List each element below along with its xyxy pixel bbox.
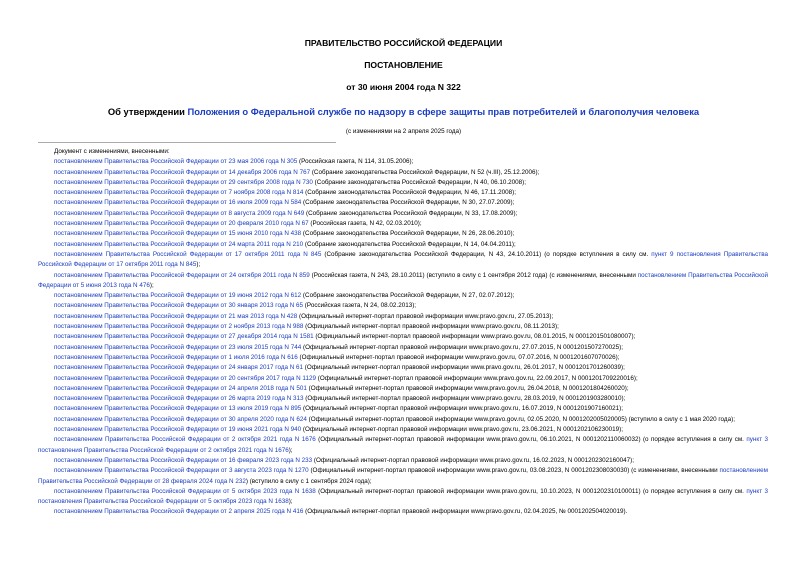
change-item <box>38 301 768 311</box>
change-item <box>38 209 768 219</box>
related-amendment-link[interactable]: пункт 3 постановления Правительства Российской Федерации от 2 октября 2021 года N 1676 <box>38 436 769 454</box>
change-item <box>38 157 768 167</box>
change-item <box>38 425 768 435</box>
amendment-link[interactable]: постановлением Правительства Российской Федерации от 3 августа 2023 года N 1270 <box>54 467 309 475</box>
change-item <box>38 178 768 188</box>
amendment-source: (Официальный интернет-портал правовой информации www.pravo.gov.ru, 23.06.2021, N 0001202106230019); <box>301 426 623 434</box>
change-item <box>38 168 768 178</box>
amendment-link[interactable]: постановлением Правительства Российской Федерации от 2 октября 2021 года N 1676 <box>54 436 316 444</box>
amendment-source: (Официальный интернет-портал правовой информации www.pravo.gov.ru, 16.07.2019, N 0001201907160021); <box>301 405 624 413</box>
change-item <box>38 404 768 414</box>
amendment-link[interactable]: постановлением Правительства Российской Федерации от 2 апреля 2025 года N 416 <box>54 508 304 516</box>
amendment-source: (Собрание законодательства Российской Федерации, N 43, 24.10.2011) (о порядке вступления в силу см. <box>321 250 652 258</box>
change-item <box>38 353 768 363</box>
amendment-source: (Официальный интернет-портал правовой информации www.pravo.gov.ru, 06.10.2021, N 0001202110060032) (о порядке вступления в силу см. <box>315 436 747 444</box>
amendment-source: (Официальный интернет-портал правовой информации www.pravo.gov.ru, 03.08.2023, N 0001202308030030) (с изменениями, внесенными <box>308 467 720 475</box>
related-amendment-link[interactable]: пункт 3 постановления Правительства Российской Федерации от 5 октября 2023 года N 1638 <box>38 487 769 506</box>
amendment-link[interactable]: постановлением Правительства Российской Федерации от 1 июля 2016 года N 616 <box>54 353 298 361</box>
change-item <box>38 343 768 353</box>
change-item <box>38 312 768 322</box>
amendment-source: (Официальный интернет-портал правовой информации www.pravo.gov.ru, 28.03.2019, N 0001201903280010); <box>303 395 626 403</box>
amendment-link[interactable]: постановлением Правительства Российской Федерации от 16 июля 2009 года N 584 <box>54 199 302 207</box>
amendment-link[interactable]: постановлением Правительства Российской Федерации от 7 ноября 2008 года N 814 <box>54 189 304 197</box>
amendment-source: (Официальный интернет-портал правовой информации www.pravo.gov.ru, 07.07.2016, N 0001201607070026); <box>297 353 620 361</box>
amendment-link[interactable]: постановлением Правительства Российской Федерации от 21 мая 2013 года N 428 <box>54 312 298 320</box>
amendment-link[interactable]: постановлением Правительства Российской Федерации от 24 апреля 2018 года N 501 <box>54 384 307 392</box>
amendment-link[interactable]: постановлением Правительства Российской Федерации от 24 октября 2011 года N 859 <box>54 271 310 279</box>
amendment-link[interactable]: постановлением Правительства Российской Федерации от 29 сентября 2008 года N 730 <box>54 178 313 186</box>
related-amendment-link[interactable]: постановлением Правительства Российской Федерации от 5 июня 2013 года N 476 <box>38 271 768 289</box>
amendment-note: ); <box>288 446 293 454</box>
title-prefix: Об утверждении <box>107 106 188 117</box>
title-link[interactable]: Положения о Федеральной службе по надзору в сфере защиты прав потребителей и благополучия человека <box>187 106 700 117</box>
change-item <box>38 271 768 292</box>
change-item <box>38 229 768 239</box>
change-item <box>38 394 768 404</box>
amendment-note: ); <box>196 261 201 269</box>
amendment-link[interactable]: постановлением Правительства Российской Федерации от 30 января 2013 года N 65 <box>54 302 304 310</box>
amendment-link[interactable]: постановлением Правительства Российской Федерации от 13 июля 2019 года N 895 <box>54 405 302 413</box>
amendment-source: (Официальный интернет-портал правовой информации www.pravo.gov.ru, 08.11.2013); <box>303 323 559 331</box>
document-date-number: от 30 июня 2004 года N 322 <box>346 82 461 92</box>
revision-note: (с изменениями на 2 апреля 2025 года) <box>345 128 462 135</box>
amendment-source: (Собрание законодательства Российской Федерации, N 30, 27.07.2009); <box>301 199 515 207</box>
changes-list <box>38 147 768 518</box>
government-heading: ПРАВИТЕЛЬСТВО РОССИЙСКОЙ ФЕДЕРАЦИИ <box>304 38 503 48</box>
amendment-link[interactable]: постановлением Правительства Российской Федерации от 24 марта 2011 года N 210 <box>54 240 304 248</box>
amendment-link[interactable]: постановлением Правительства Российской Федерации от 20 февраля 2010 года N 67 <box>54 220 309 228</box>
amendment-link[interactable]: постановлением Правительства Российской Федерации от 23 июля 2015 года N 744 <box>54 343 302 351</box>
document-title <box>0 106 807 117</box>
amendment-source: (Официальный интернет-портал правовой информации www.pravo.gov.ru, 22.09.2017, N 0001201709220016); <box>315 374 638 382</box>
amendment-link[interactable]: постановлением Правительства Российской Федерации от 15 июня 2010 года N 438 <box>54 230 302 238</box>
amendment-note: ); <box>149 281 154 289</box>
change-item <box>38 219 768 229</box>
change-item <box>38 384 768 394</box>
amendment-source: (Собрание законодательства Российской Федерации, N 40, 06.10.2008); <box>312 178 527 186</box>
amendment-link[interactable]: постановлением Правительства Российской Федерации от 17 октября 2011 года N 845 <box>54 250 322 258</box>
amendment-source: (Российская газета, N 42, 02.03.2010); <box>308 220 422 228</box>
changes-intro: Документ с изменениями, внесенными: <box>54 148 170 155</box>
amendment-note: ) (вступило в силу с 1 сентября 2024 года); <box>245 477 372 485</box>
amendment-source: (Собрание законодательства Российской Федерации, N 52 (ч.III), 25.12.2006); <box>310 168 540 176</box>
amendment-source: (Собрание законодательства Российской Федерации, N 27, 02.07.2012); <box>301 292 515 300</box>
amendment-link[interactable]: постановлением Правительства Российской Федерации от 27 декабря 2014 года N 1581 <box>54 333 314 341</box>
change-item <box>38 435 768 456</box>
amendment-source: (Официальный интернет-портал правовой информации www.pravo.gov.ru, 26.01.2017, N 0001201701260039); <box>303 364 625 372</box>
amendment-source: (Собрание законодательства Российской Федерации, N 33, 17.08.2009); <box>304 209 518 217</box>
amendment-link[interactable]: постановлением Правительства Российской Федерации от 19 июня 2021 года N 940 <box>54 426 302 434</box>
amendment-source: (Официальный интернет-портал правовой информации www.pravo.gov.ru, 08.01.2015, N 0001201501080007); <box>313 333 636 341</box>
amendment-source: (Собрание законодательства Российской Федерации, N 26, 28.06.2010); <box>301 230 515 238</box>
amendment-source: (Российская газета, N 24, 08.02.2013); <box>303 302 417 310</box>
amendment-link[interactable]: постановлением Правительства Российской Федерации от 8 августа 2009 года N 649 <box>54 209 305 217</box>
change-item <box>38 466 768 487</box>
related-amendment-link[interactable]: пункт 9 постановления Правительства Российской Федерации от 17 октября 2011 года N 845 <box>38 250 768 269</box>
amendment-link[interactable]: постановлением Правительства Российской Федерации от 23 мая 2006 года N 305 <box>54 158 298 166</box>
change-item <box>38 332 768 342</box>
change-item <box>38 240 768 250</box>
change-item <box>38 363 768 373</box>
amendment-link[interactable]: постановлением Правительства Российской Федерации от 20 сентября 2017 года N 1129 <box>54 374 316 382</box>
related-amendment-link[interactable]: постановлением Правительства Российской Федерации от 28 февраля 2024 года N 232 <box>38 467 768 485</box>
change-item <box>38 291 768 301</box>
amendment-source: (Официальный интернет-портал правовой информации www.pravo.gov.ru, 02.05.2020, N 0001202005020005) (вступило в силу с 1 мая 2020 года); <box>306 415 735 423</box>
change-item <box>38 188 768 198</box>
amendment-source: (Собрание законодательства Российской Федерации, N 46, 17.11.2008); <box>303 189 517 197</box>
amendment-link[interactable]: постановлением Правительства Российской Федерации от 26 марта 2019 года N 313 <box>54 395 304 403</box>
amendment-source: (Собрание законодательства Российской Федерации, N 14, 04.04.2011); <box>303 240 516 248</box>
amendment-source: (Официальный интернет-портал правовой информации www.pravo.gov.ru, 27.07.2015, N 0001201507270025); <box>301 343 624 351</box>
change-item <box>38 456 768 466</box>
amendment-source: (Официальный интернет-портал правовой информации www.pravo.gov.ru, 26.04.2018, N 0001201804260020); <box>306 384 629 392</box>
divider <box>38 142 336 143</box>
change-item <box>38 322 768 332</box>
amendment-source: (Официальный интернет-портал правовой информации www.pravo.gov.ru, 16.02.2023, N 0001202302160047); <box>312 456 634 464</box>
amendment-note: ); <box>288 498 293 506</box>
amendment-source: (Российская газета, N 114, 31.05.2006); <box>297 158 414 166</box>
change-item <box>38 415 768 425</box>
amendment-link[interactable]: постановлением Правительства Российской Федерации от 24 января 2017 года N 61 <box>54 364 304 372</box>
amendment-link[interactable]: постановлением Правительства Российской Федерации от 5 октября 2023 года N 1638 <box>54 487 316 495</box>
document-kind-heading: ПОСТАНОВЛЕНИЕ <box>364 60 443 70</box>
amendment-link[interactable]: постановлением Правительства Российской Федерации от 14 декабря 2006 года N 767 <box>54 168 311 176</box>
amendment-link[interactable]: постановлением Правительства Российской Федерации от 19 июня 2012 года N 612 <box>54 292 302 300</box>
amendment-link[interactable]: постановлением Правительства Российской Федерации от 16 февраля 2023 года N 233 <box>54 456 313 464</box>
change-item <box>38 507 768 517</box>
change-item <box>38 250 768 271</box>
change-item <box>38 198 768 208</box>
amendment-link[interactable]: постановлением Правительства Российской Федерации от 30 апреля 2020 года N 624 <box>54 415 307 423</box>
change-item <box>38 374 768 384</box>
amendment-source: (Российская газета, N 243, 28.10.2011) (вступило в силу с 1 сентября 2012 года) (с изменениями, внесенными <box>309 271 638 279</box>
amendment-link[interactable]: постановлением Правительства Российской Федерации от 2 ноября 2013 года N 988 <box>54 323 304 331</box>
change-item <box>38 487 768 508</box>
amendment-source: (Официальный интернет-портал правовой информации www.pravo.gov.ru, 10.10.2023, N 0001202310100011) (о порядке вступления в силу см. <box>315 487 747 495</box>
amendment-source: (Официальный интернет-портал правовой информации www.pravo.gov.ru, 02.04.2025, № 0001202504020019). <box>303 508 628 516</box>
amendment-source: (Официальный интернет-портал правовой информации www.pravo.gov.ru, 27.05.2013); <box>297 312 554 320</box>
